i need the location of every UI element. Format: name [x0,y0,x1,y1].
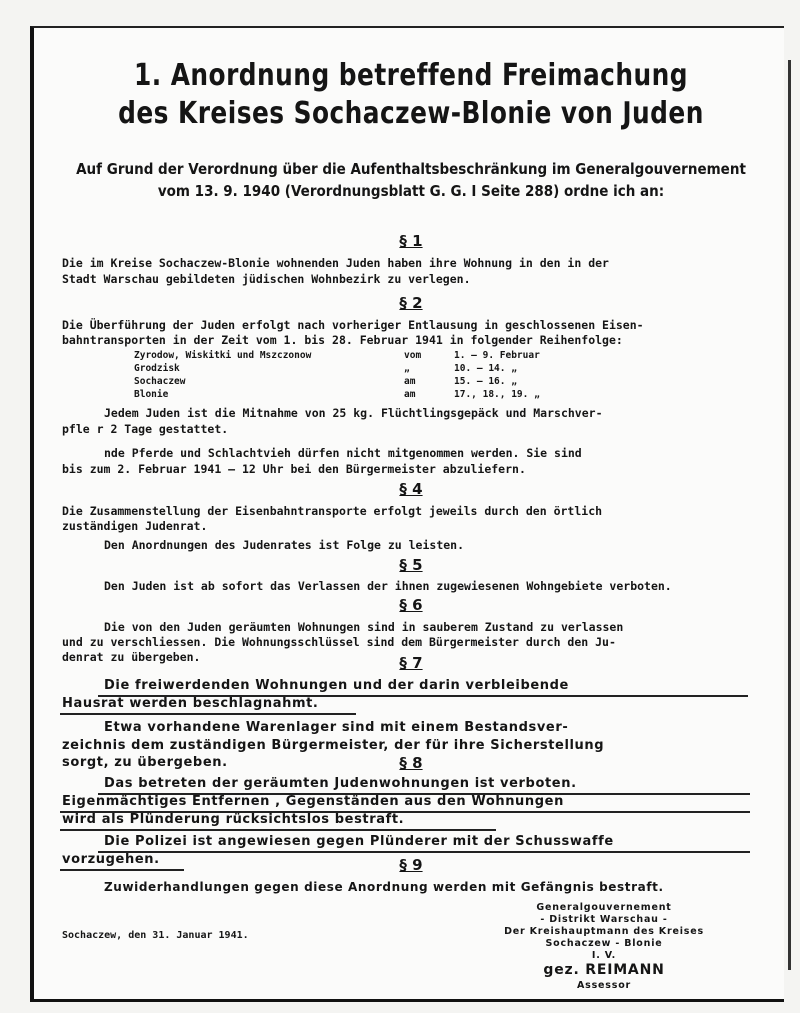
title-line-2: des Kreises Sochaczew-Blonie von Juden [118,96,704,131]
para-9-line-2: zeichnis dem zuständigen Bürgermeister, der für ihre Sicherstellung [62,738,605,753]
underline-rule [98,851,750,853]
signature-name: gez. REIMANN [543,962,665,978]
para-8-line-1: Die freiwerdenden Wohnungen und der darin verbleibende [104,678,569,693]
underline-rule [60,713,356,715]
para-2-line-2: bahntransporten in der Zeit vom 1. bis 28. Februar 1941 in folgender Reihenfolge: [62,333,623,347]
poster [30,26,784,1002]
para-5-line-1: Die Zusammenstellung der Eisenbahntransporte erfolgt jeweils durch den örtlich [62,504,603,518]
para-2-line-1: Die Überführung der Juden erfolgt nach vorheriger Entlausung in geschlossenen Eisen- [62,318,644,332]
schedule-row: Sochaczew am 15. — 16. „ [134,376,517,387]
underline-rule [60,829,496,831]
section-8: § 8 [399,754,423,772]
signature-line-5: I. V. [591,950,617,961]
para-10-line-1: Das betreten der geräumten Judenwohnungen ist verboten. [104,776,577,791]
section-9: § 9 [399,856,423,874]
para-1-line-2: Stadt Warschau gebildeten jüdischen Wohnbezirk zu verlegen. [62,272,471,286]
preamble-line-1: Auf Grund der Verordnung über die Aufenthaltsbeschränkung im Generalgouvernement [76,160,746,178]
para-9-line-1: Etwa vorhandene Warenlager sind mit einem Bestandsver- [104,720,569,735]
para-8-line-2: Hausrat werden beschlagnahmt. [62,696,319,711]
para-1-line-1: Die im Kreise Sochaczew-Blonie wohnenden Juden haben ihre Wohnung in den in der [62,256,609,270]
para-5-line-2: zuständigen Judenrat. [62,519,208,533]
signature-line-4: Sochaczew - Blonie [545,938,663,949]
signature-title: Assessor [576,980,632,991]
place-date: Sochaczew, den 31. Januar 1941. [62,930,249,941]
schedule-row: Zyrodow, Wiskitki und Mszczonow vom 1. — 9. Februar [134,350,540,361]
para-12-line-1: Zuwiderhandlungen gegen diese Anordnung werden mit Gefängnis bestraft. [104,880,664,894]
preamble-line-2: vom 13. 9. 1940 (Verordnungsblatt G. G. I Seite 288) ordne ich an: [157,182,665,200]
para-7-line-1: Die von den Juden geräumten Wohnungen sind in sauberem Zustand zu verlassen [104,620,624,634]
para-4-line-1: nde Pferde und Schlachtvieh dürfen nicht mitgenommen werden. Sie sind [104,446,582,460]
page-edge [788,60,791,970]
schedule-row: Blonie am 17., 18., 19. „ [134,389,540,400]
para-5-line-3: Den Anordnungen des Judenrates ist Folge zu leisten. [104,538,465,552]
section-5: § 5 [399,556,423,574]
signature-line-2: - Distrikt Warschau - [540,914,668,925]
signature-line-1: Generalgouvernement [536,902,672,913]
para-10-line-2: Eigenmächtiges Entfernen , Gegenständen aus den Wohnungen [62,794,564,809]
para-3-line-1: Jedem Juden ist die Mitnahme von 25 kg. Flüchtlingsgepäck und Marschver- [104,406,603,420]
section-7: § 7 [399,654,423,672]
section-1: § 1 [399,232,423,250]
schedule-row: Grodzisk „ 10. — 14. „ [134,363,517,374]
para-7-line-3: denrat zu übergeben. [62,650,201,664]
section-2: § 2 [399,294,423,312]
para-4-line-2: bis zum 2. Februar 1941 — 12 Uhr bei den Bürgermeister abzuliefern. [62,462,526,476]
para-7-line-2: und zu verschliessen. Die Wohnungsschlüssel sind dem Bürgermeister durch den Ju- [62,635,616,649]
title-line-1: 1. Anordnung betreffend Freimachung [134,58,688,93]
para-11-line-1: Die Polizei ist angewiesen gegen Plünderer mit der Schusswaffe [104,834,614,849]
section-6: § 6 [399,596,423,614]
para-9-line-3: sorgt, zu übergeben. [62,755,228,770]
signature-line-3: Der Kreishauptmann des Kreises [504,926,704,937]
para-11-line-2: vorzugehen. [62,852,160,867]
section-4: § 4 [399,480,423,498]
para-6-line-1: Den Juden ist ab sofort das Verlassen der ihnen zugewiesenen Wohngebiete verboten. [104,579,672,593]
para-3-line-2: pfle r 2 Tage gestattet. [62,422,229,436]
para-10-line-3: wird als Plünderung rücksichtslos bestraft. [62,812,405,827]
